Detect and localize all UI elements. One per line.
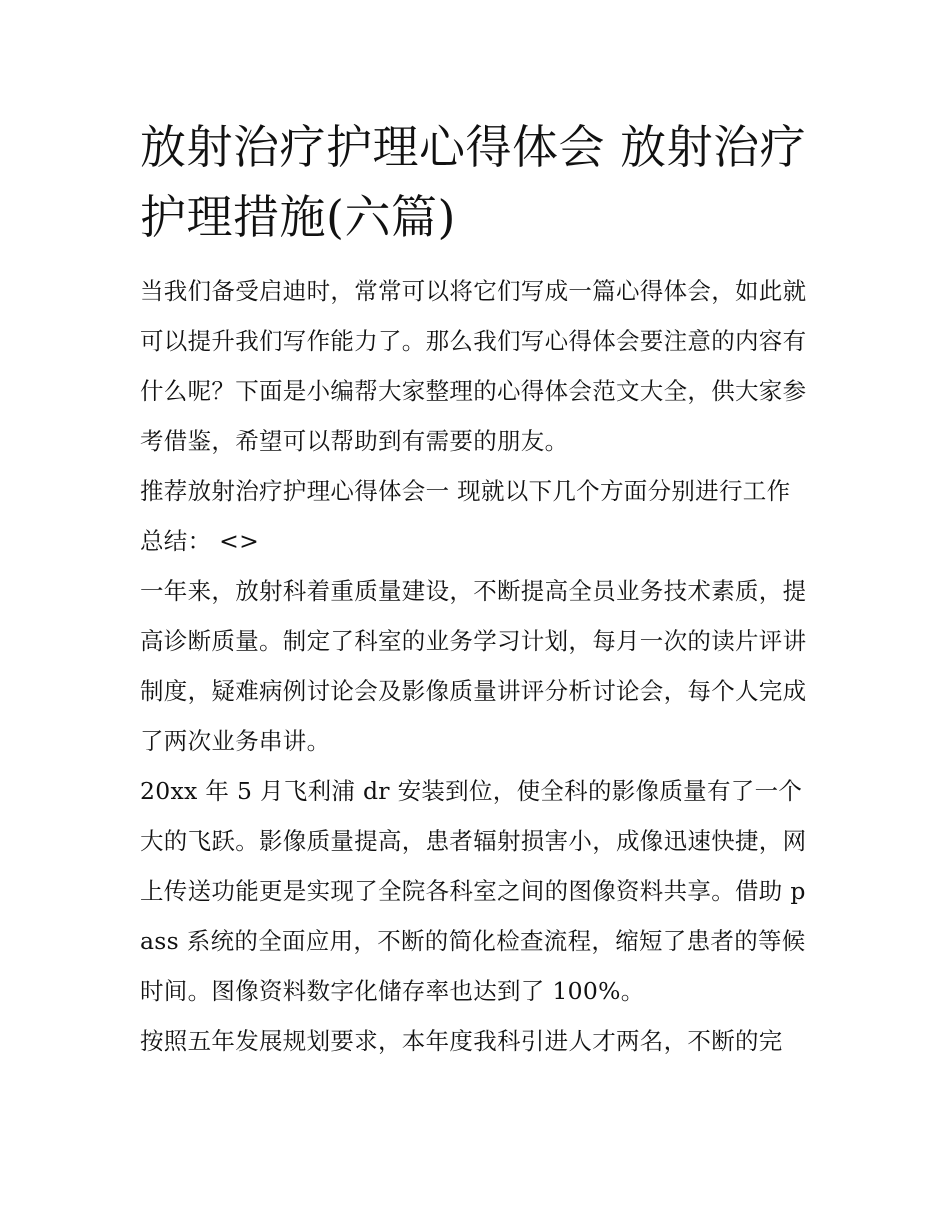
paragraph-recommendation: 推荐放射治疗护理心得体会一 现就以下几个方面分别进行工作总结： <> bbox=[140, 477, 791, 555]
paragraph-dr-installation: 20xx 年 5 月飞利浦 dr 安装到位，使全科的影像质量有了一个大的飞跃。影像质量提高，患者辐射损害小，成像迅速快捷，网上传送功能更是实现了全院各科室之间的图像资料共享。借助 pass 系统的全面应用，不断的简化检查流程，缩短了患者的等候时间。图像资料数字化储存率也达到了 100%。 bbox=[140, 777, 807, 1005]
document-title: 放射治疗护理心得体会 放射治疗护理措施(六篇) bbox=[140, 120, 807, 244]
paragraph-intro: 当我们备受启迪时，常常可以将它们写成一篇心得体会，如此就可以提升我们写作能力了。那么我们写心得体会要注意的内容有什么呢？下面是小编帮大家整理的心得体会范文大全，供大家参考借鉴，希望可以帮助到有需要的朋友。 bbox=[140, 277, 807, 455]
paragraph-quality-building: 一年来，放射科着重质量建设，不断提高全员业务技术素质，提高诊断质量。制定了科室的业务学习计划，每月一次的读片评讲制度，疑难病例讨论会及影像质量讲评分析讨论会，每个人完成了两次业务串讲。 bbox=[140, 577, 807, 755]
paragraph-talent-plan: 按照五年发展规划要求，本年度我科引进人才两名，不断的完 bbox=[140, 1027, 783, 1055]
document-body bbox=[140, 112, 812, 1066]
